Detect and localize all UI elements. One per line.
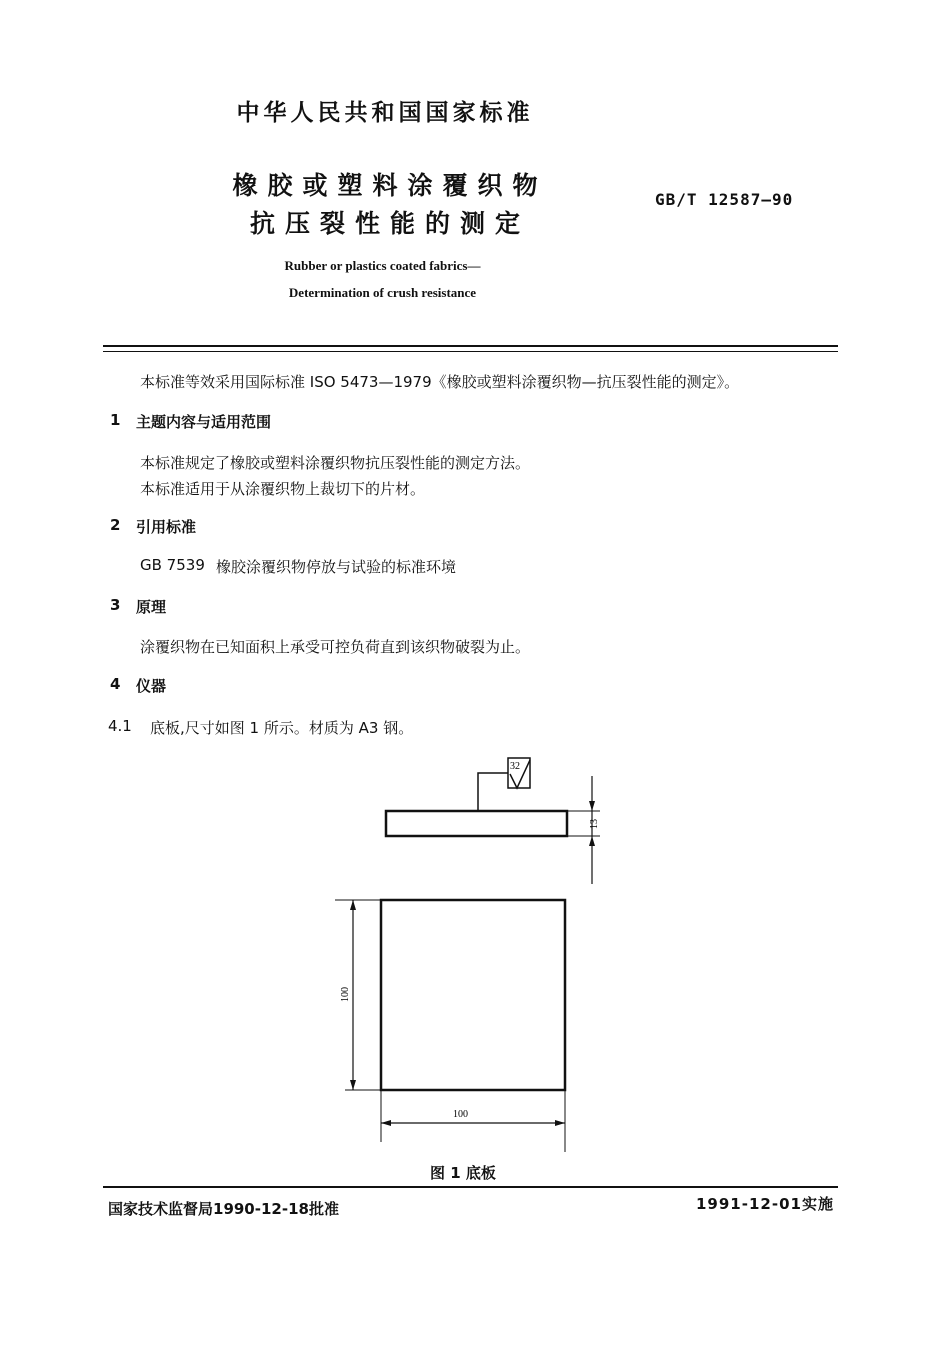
height-arrow-bottom — [350, 1080, 356, 1090]
title-cn-line1: 橡胶或塑料涂覆织物 — [232, 171, 548, 200]
title-cn-line2: 抗压裂性能的测定 — [249, 209, 530, 238]
thickness-arrow-top — [589, 801, 595, 811]
section-1-number: 1 — [110, 411, 121, 429]
reference-title: 橡胶涂覆织物停放与试验的标准环境 — [216, 558, 457, 576]
standard-type-heading: 中华人民共和国国家标准 — [236, 100, 534, 126]
section-1-paragraph-2: 本标准适用于从涂覆织物上裁切下的片材。 — [140, 480, 426, 498]
plate-side-view — [386, 811, 567, 836]
section-4-number: 4 — [110, 675, 121, 693]
plate-plan-view — [381, 900, 565, 1090]
section-3-paragraph-1: 涂覆织物在已知面积上承受可控负荷直到该织物破裂为止。 — [140, 638, 531, 656]
approval-line: 国家技术监督局1990-12-18批准 — [108, 1200, 339, 1218]
title-en-line1: Rubber or plastics coated fabrics— — [284, 258, 481, 273]
height-arrow-top — [350, 900, 356, 910]
section-1-paragraph-1: 本标准规定了橡胶或塑料涂覆织物抗压裂性能的测定方法。 — [140, 454, 531, 472]
roughness-value: 32 — [510, 761, 520, 772]
width-arrow-right — [555, 1120, 565, 1126]
implementation-date: 1991-12-01实施 — [696, 1195, 834, 1213]
title-en-line2: Determination of crush resistance — [288, 285, 477, 300]
subsection-4-1-number: 4.1 — [108, 717, 132, 735]
section-1-title: 主题内容与适用范围 — [136, 413, 272, 431]
section-3-number: 3 — [110, 596, 121, 614]
figure-caption: 图 1 底板 — [430, 1164, 496, 1182]
intro-paragraph: 本标准等效采用国际标准 ISO 5473—1979《橡胶或塑料涂覆织物—抗压裂性能的测定》。 — [140, 373, 740, 391]
width-arrow-left — [381, 1120, 391, 1126]
standard-number: GB/T 12587—90 — [655, 190, 794, 209]
width-dim-label: 100 — [453, 1109, 468, 1120]
roughness-leader — [478, 773, 508, 811]
height-dim-label: 100 — [340, 987, 351, 1002]
subsection-4-1-text: 底板,尺寸如图 1 所示。材质为 A3 钢。 — [150, 719, 414, 737]
thickness-arrow-bottom — [589, 836, 595, 846]
section-3-title: 原理 — [136, 598, 167, 616]
thickness-dim-label: 13 — [589, 819, 600, 829]
reference-code: GB 7539 — [140, 556, 205, 574]
section-2-number: 2 — [110, 516, 121, 534]
section-2-title: 引用标准 — [136, 518, 197, 536]
footer-divider — [103, 1186, 838, 1188]
section-4-title: 仪器 — [136, 677, 167, 695]
